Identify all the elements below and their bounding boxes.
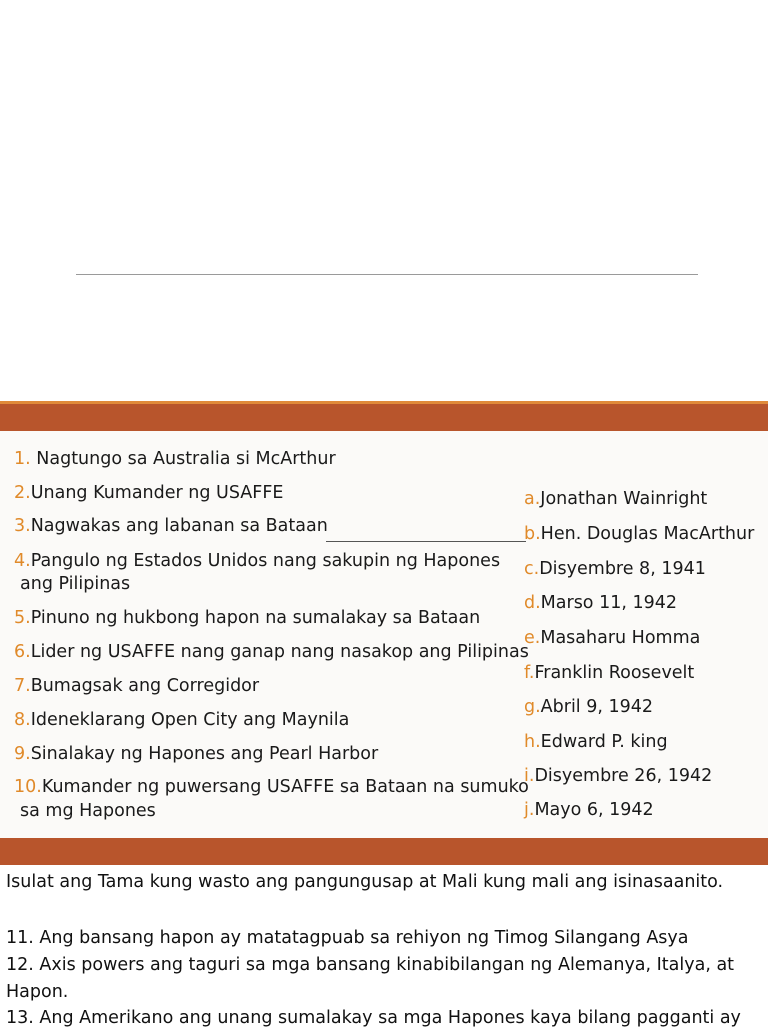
question-line: 13. Ang Amerikano ang unang sumalakay sa mga Hapones kaya bilang pagganti ay xyxy=(6,1008,741,1028)
answer-option: d.Marso 11, 1942 xyxy=(524,593,678,613)
list-item-continuation: sa mg Hapones xyxy=(20,801,156,821)
answer-option: c.Disyembre 8, 1941 xyxy=(524,559,706,579)
list-item: 10.Kumander ng puwersang USAFFE sa Bataan na sumuko xyxy=(14,777,529,797)
header-band xyxy=(0,401,768,431)
item-underline xyxy=(326,541,526,542)
list-item: 1. Nagtungo sa Australia si McArthur xyxy=(14,449,336,469)
list-item: 2.Unang Kumander ng USAFFE xyxy=(14,483,284,503)
list-item-continuation: ang Pilipinas xyxy=(20,574,131,594)
instructions-text: Isulat ang Tama kung wasto ang pangungusap at Mali kung mali ang isinasaanito. xyxy=(6,872,724,892)
list-item: 4.Pangulo ng Estados Unidos nang sakupin ng Hapones xyxy=(14,551,501,571)
answer-option: g.Abril 9, 1942 xyxy=(524,697,654,717)
question-line: Hapon. xyxy=(6,982,69,1002)
question-line: 11. Ang bansang hapon ay matatagpuab sa rehiyon ng Timog Silangang Asya xyxy=(6,928,689,948)
list-item: 6.Lider ng USAFFE nang ganap nang nasakop ang Pilipinas xyxy=(14,642,529,662)
footer-band xyxy=(0,838,768,865)
answer-option: i.Disyembre 26, 1942 xyxy=(524,766,713,786)
list-item: 8.Ideneklarang Open City ang Maynila xyxy=(14,710,350,730)
answer-option: a.Jonathan Wainright xyxy=(524,489,708,509)
answer-option: f.Franklin Roosevelt xyxy=(524,663,695,683)
list-item: 7.Bumagsak ang Corregidor xyxy=(14,676,260,696)
list-item: 5.Pinuno ng hukbong hapon na sumalakay sa Bataan xyxy=(14,608,481,628)
answer-option: j.Mayo 6, 1942 xyxy=(524,800,654,820)
answer-option: e.Masaharu Homma xyxy=(524,628,701,648)
answer-option: h.Edward P. king xyxy=(524,732,668,752)
list-item: 3.Nagwakas ang labanan sa Bataan xyxy=(14,516,328,536)
answer-option: b.Hen. Douglas MacArthur xyxy=(524,524,755,544)
title-divider xyxy=(76,274,698,275)
list-item: 9.Sinalakay ng Hapones ang Pearl Harbor xyxy=(14,744,379,764)
question-line: 12. Axis powers ang taguri sa mga bansang kinabibilangan ng Alemanya, Italya, at xyxy=(6,955,735,975)
